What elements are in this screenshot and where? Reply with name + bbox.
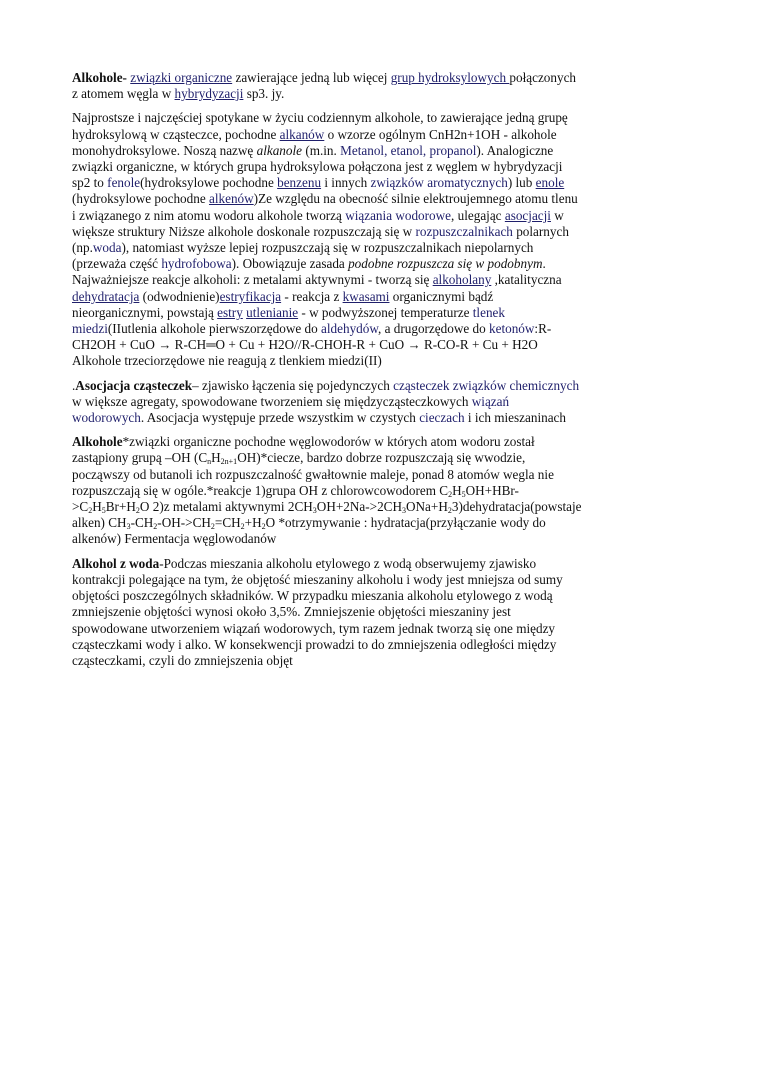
link-dehydratacja[interactable]: dehydratacja [72,288,140,304]
link-wiazania-wodorowe[interactable]: wiązania wodorowe [345,207,452,223]
link-asocjacji[interactable]: asocjacji [504,207,551,223]
link-wiazan-wodorowych[interactable]: wiązań wodorowych [72,393,510,426]
document-page [72,70,582,677]
term-alkohol-z-woda: Alkohol z woda [72,555,160,571]
link-ketonow[interactable]: ketonów [489,321,535,337]
link-zwiazkow-aromatycznych[interactable]: związków aromatycznych [370,175,508,191]
link-alkanow[interactable]: alkanów [279,126,325,142]
link-hydrofobowa[interactable]: hydrofobowa [161,256,232,272]
link-aldehydow[interactable]: aldehydów [321,321,379,337]
link-hybrydyzacji[interactable]: hybrydyzacji [174,86,244,102]
link-fenole[interactable]: fenole [107,175,141,191]
link-estry[interactable]: estry [217,304,243,320]
link-woda[interactable]: woda [92,240,122,256]
paragraph-alkohole-properties: Najprostsze i najczęściej spotykane w życiu codziennym alkohole, to zawierające jedną grupę hydroksylową w cząsteczce, pochodne alkanów o wzorze ogólnym CnH2n+1OH - alkohole monohydroksylowe. Noszą nazwę alkanole (m.in. Metanol, etanol, propanol). Analogiczne związki organiczne, w których grupa hydroksylowa połączona jest z węglem w hybrydyzacji sp2 to fenole(hydroksylowe pochodne benzenu i innych związków aromatycznych) lub enole (hydroksylowe pochodne alkenów)Ze względu na obecność silnie elektroujemnego atomu tlenu i związanego z nim atomu wodoru alkohole tworzą wiązania wodorowe, ulegając asocjacji w większe struktury Niższe alkohole doskonale rozpuszczają się w rozpuszczalnikach polarnych (np.woda), natomiast wyższe lepiej rozpuszczają się w rozpuszczalnikach niepolarnych (przeważa część hydrofobowa). Obowiązuje zasada podobne rozpuszcza się w podobnym. Najważniejsze reakcje alkoholi: z metalami aktywnymi - tworzą się alkoholany ,katalityczna dehydratacja (odwodnienie)estryfikacja - reakcja z kwasami organicznymi bądź nieorganicznymi, powstają estry utlenianie - w podwyższonej temperaturze tlenek miedzi(IIutlenia alkohole pierwszorzędowe do aldehydów, a drugorzędowe do ketonów:R-CH2OH + CuO → R-CH═O + Cu + H2O//R-CHOH-R + CuO → R-CO-R + Cu + H2O Alkohole trzeciorzędowe nie reagują z tlenkiem miedzi(II) [72,110,578,369]
link-cieczach[interactable]: cieczach [419,410,465,426]
link-zwiazki-organiczne[interactable]: związki organiczne [130,70,233,85]
link-enole[interactable]: enole [535,175,565,191]
paragraph-alkohole-notes: Alkohole*związki organiczne pochodne węglowodorów w których atom wodoru został zastąpiony grupą –OH $(C_nH_{2n+1}OH)*ciecze$, bardzo dobrze rozpuszczają się wwodzie, począwszy od butanoli ich rozpuszczalność gwałtownie maleje, ponad 8 atomów wegla nie rozpuszczają się w ogóle.*reakcje 1)grupa OH z chlorowcowodorem $C_2H_5OH+HBr->C_2H_5Br+H_2O$ 2)z metalami aktywnymi $2CH_3OH+2Na->2CH_3ONa+H_23)dehydratacja(powstaje$ alken) $CH_3-CH_2-OH->CH_2=CH_2+H_2O$ *otrzymywanie : hydratacja(przyłączanie wody do alkenów) Fermentacja węglowodanów [72,434,582,547]
term-alkohole: Alkohole- [72,70,127,85]
link-estryfikacja[interactable]: estryfikacja [219,288,282,304]
link-rozpuszczalnikach[interactable]: rozpuszczalnikach [415,223,513,239]
link-tlenek-miedzi[interactable]: tlenek miedzi [72,304,505,337]
link-grup-hydroksylowych[interactable]: grup hydroksylowych [390,70,510,85]
link-benzenu[interactable]: benzenu [277,175,322,191]
link-utlenianie[interactable]: utlenianie [246,304,299,320]
paragraph-alkohol-z-woda: Alkohol z woda-Podczas mieszania alkoholu etylowego z wodą obserwujemy zjawisko kontrakcji polegające na tym, że objętość mieszaniny alkoholu i wody jest mniejsza od sumy objętości poszczególnych składników. W przypadku mieszania alkoholu etylowego z wodą zmniejszenie objętości wynosi około 3,5%. Zmniejszenie objętości mieszaniny jest spowodowane utworzeniem wiązań wodorowych, tym razem jednak tworzą się one między cząsteczkami wody i alko. W konsekwencji prowadzi to do zmniejszenia odległości między cząsteczkami, czyli do zmniejszenia objęt [72,555,563,668]
term-asocjacja: Asocjacja cząsteczek [75,377,193,393]
paragraph-alkohole-definition: Alkohole- związki organiczne zawierające jedną lub więcej grup hydroksylowych połączonych z atomem węgla w hybrydyzacji sp3. jy. [72,70,577,102]
link-metanol-etanol-propanol[interactable]: Metanol, etanol, propanol [340,142,477,158]
link-alkenow[interactable]: alkenów [208,191,254,207]
term-alkohole-notes: Alkohole [72,434,123,450]
link-czasteczek-zwiazkow-chemicznych[interactable]: cząsteczek związków chemicznych [393,377,580,393]
link-alkoholany[interactable]: alkoholany [432,272,492,288]
paragraph-asocjacja: .Asocjacja cząsteczek– zjawisko łączenia się pojedynczych cząsteczek związków chemicznych w większe agregaty, spowodowane tworzeniem się międzycząsteczkowych wiązań wodorowych. Asocjacja występuje przede wszystkim w czystych cieczach i ich mieszaninach [72,377,580,426]
link-kwasami[interactable]: kwasami [342,288,390,304]
